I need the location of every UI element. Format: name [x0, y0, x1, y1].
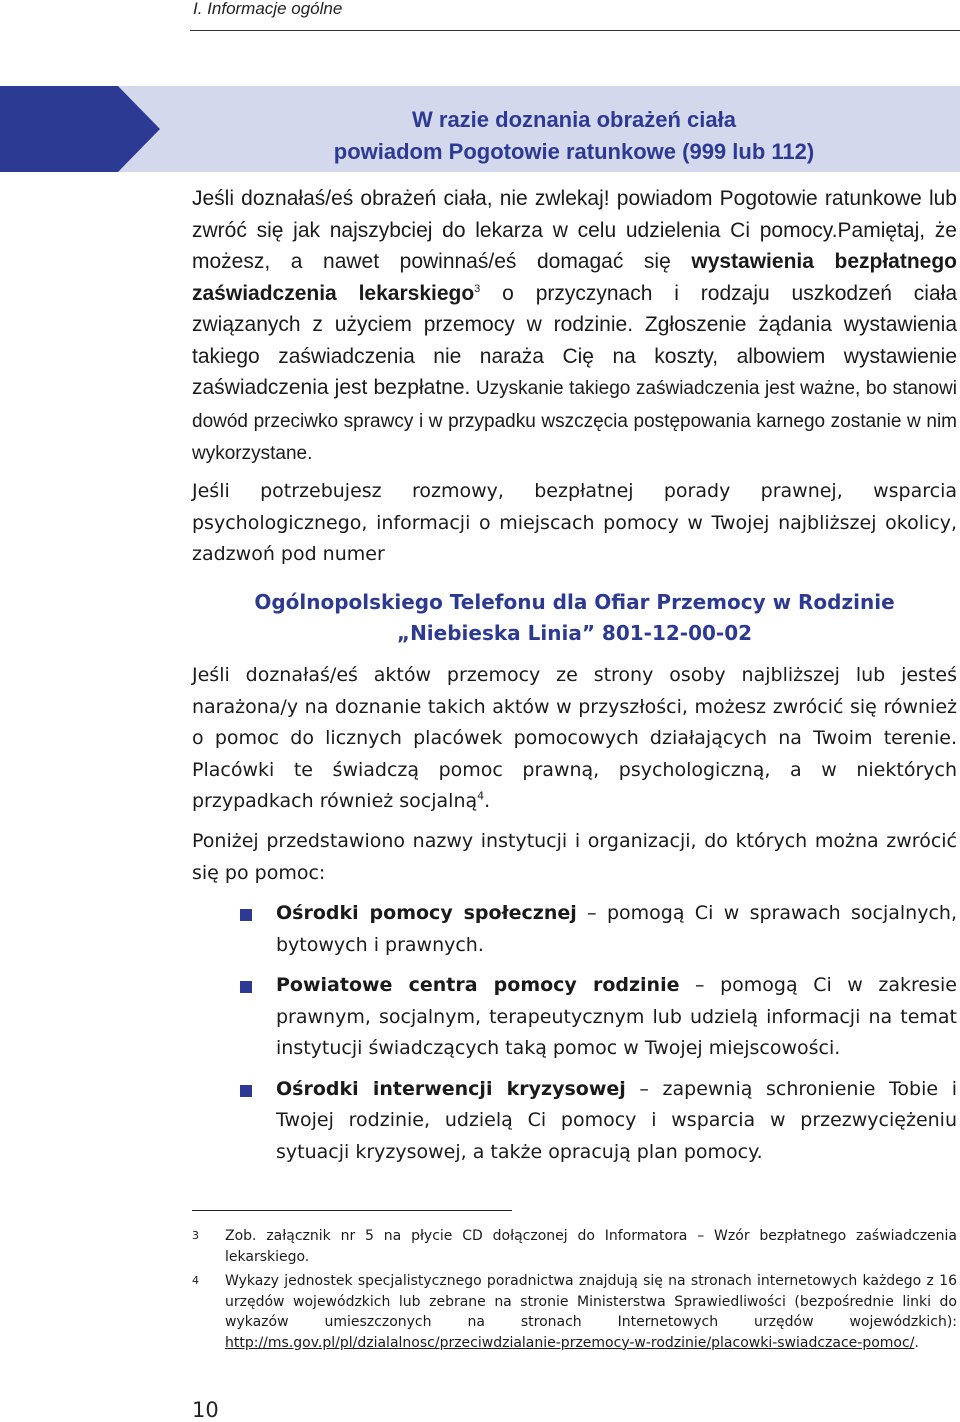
heading-line-1: W razie doznania obrażeń ciała — [412, 107, 736, 132]
square-bullet-icon — [240, 909, 252, 921]
paragraph-institutions-intro: Poniżej przedstawiono nazwy instytucji i organizacji, do których można zwrócić się po pomoc: — [192, 830, 957, 884]
footnote-rule — [192, 1210, 512, 1211]
institution-description: – pomogą Ci w zakresie prawnym, socjalnym, terapeutycznym lub udzielą informacji na temat instytucji świadczących taką pomoc w Twojej miejscowości. — [276, 974, 957, 1059]
footnote-text — [225, 1271, 957, 1353]
hotline-number: „Niebieska Linia” 801-12-00-02 — [396, 621, 753, 645]
footnote-ref-4: 4 — [477, 789, 485, 803]
list-item — [240, 970, 957, 1065]
paragraph-support-centers — [192, 660, 957, 818]
square-bullet-icon — [240, 981, 252, 993]
certificate-emphasis: wystawienia bezpłatnego zaświadczenia lekarskiego — [192, 250, 957, 305]
footnote-number: 4 — [192, 1274, 199, 1287]
heading-line-2: powiadom Pogotowie ratunkowe (999 lub 112) — [333, 139, 815, 164]
running-header: I. Informacje ogólne — [193, 0, 343, 18]
paragraph-intro: Jeśli doznałaś/eś obrażeń ciała, nie zwlekaj! powiadom Pogotowie ratunkowe lub zwróć się jak najszybciej do lekarza w celu udzielenia Ci pomocy. — [192, 187, 957, 242]
footnote-number: 3 — [192, 1229, 199, 1242]
arrow-icon — [0, 86, 160, 172]
paragraph-text: o przyczynach i rodzaju uszkodzeń ciała związanych z użyciem przemocy w rodzinie. Zgłoszenie żądania wystawienia takiego zaświadczenia nie naraża Cię na koszty, albowiem wystawienie zaświadczenia jest bezpłatne. — [192, 281, 957, 399]
paragraph-text: Pamiętaj, że możesz, a nawet powinnaś/eś domagać się — [192, 218, 957, 273]
list-item — [240, 1074, 957, 1169]
paragraph-injuries — [192, 183, 957, 470]
hotline-block — [192, 587, 957, 649]
page-number: 10 — [192, 1398, 219, 1422]
section-heading — [160, 104, 960, 168]
institution-description: – zapewnią schronienie Tobie i Twojej rodzinie, udzielą Ci pomocy i wsparcia w przezwyciężeniu sytuacji kryzysowej, a także opracują plan pomocy. — [276, 1077, 957, 1163]
list-item — [240, 898, 957, 961]
paragraph-text: . — [484, 790, 491, 812]
footnote-text: Zob. załącznik nr 5 na płycie CD dołączonej do Informatora – Wzór bezpłatnego zaświadczenia lekarskiego. — [225, 1228, 957, 1265]
ministry-link[interactable]: http://ms.gov.pl/pl/dzialalnosc/przeciwdzialanie-przemocy-w-rodzinie/placowki-swiadczace-pomoc/ — [225, 1334, 915, 1351]
footnote-4 — [192, 1271, 957, 1353]
institution-name: Ośrodki interwencji kryzysowej — [276, 1077, 626, 1100]
footnote-body: Wykazy jednostek specjalistycznego poradnictwa znajdują się na stronach internetowych każdego z 16 urzędów wojewódzkich lub zebrane na stronie Ministerstwa Sprawiedliwości (bezpośrednie linki do wykazów umieszczonych na stronach Internetowych urzędów wojewódzkich): — [225, 1273, 957, 1330]
paragraph-helpline-intro: Jeśli potrzebujesz rozmowy, bezpłatnej porady prawnej, wsparcia psychologicznego, informacji o miejscach pomocy w Twojej najbliższej okolicy, zadzwoń pod numer — [192, 480, 957, 565]
footnote-3 — [192, 1226, 957, 1267]
paragraph-text: Jeśli doznałaś/eś aktów przemocy ze strony osoby najbliższej lub jesteś narażona/y na doznanie takich aktów w przyszłości, możesz zwrócić się również o pomoc do licznych placówek pomocowych działających na Twoim terenie. Placówki te świadczą pomoc prawną, psychologiczną, a w niektórych przypadkach również socjalną — [192, 664, 957, 812]
paragraph-text: Uzyskanie takiego zaświadczenia jest ważne, bo stanowi dowód przeciwko sprawcy i w przypadku wszczęcia postępowania karnego zostanie w nim wykorzystane. — [192, 378, 957, 464]
institution-name: Powiatowe centra pomocy rodzinie — [276, 974, 680, 996]
hotline-name: Ogólnopolskiego Telefonu dla Ofiar Przemocy w Rodzinie — [254, 590, 895, 614]
institutions-list — [240, 898, 957, 1177]
institution-name: Ośrodki pomocy społecznej — [276, 902, 577, 924]
institution-description: – pomogą Ci w sprawach socjalnych, bytowych i prawnych. — [276, 902, 957, 956]
footnote-ref-3: 3 — [474, 282, 481, 295]
square-bullet-icon — [240, 1085, 252, 1097]
footnote-end: . — [914, 1334, 919, 1351]
